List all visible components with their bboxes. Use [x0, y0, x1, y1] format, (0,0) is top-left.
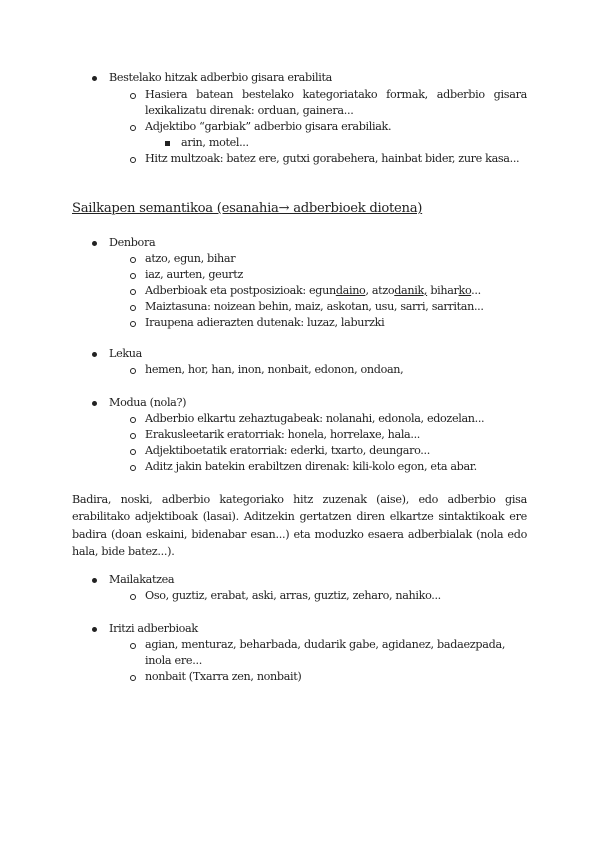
list-item: Hasiera batean bestelako kategoriatako formak, adberbio gisara lexikalizatu direnak: orduan, gainera... — [145, 88, 527, 118]
list-item: atzo, egun, bihar — [145, 252, 236, 265]
bullet — [92, 578, 97, 583]
list-item: iaz, aurten, geurtz — [145, 268, 243, 281]
list-item: Adberbio elkartu zehaztugabeak: nolanahi, edonola, edozelan... — [145, 412, 485, 425]
text-run: bihar — [427, 284, 459, 297]
sub-bullet — [130, 675, 136, 681]
sub-bullet — [130, 157, 136, 163]
list-item: Bestelako hitzak adberbio gisara erabilita — [109, 71, 332, 84]
sub-bullet — [130, 305, 136, 311]
list-item: Adjektibo “garbiak” adberbio gisara erabiliak. — [145, 120, 392, 133]
sub-bullet — [130, 449, 136, 455]
bullet — [92, 76, 97, 81]
list-item: Iritzi adberbioak — [109, 622, 198, 635]
sub-bullet — [130, 93, 136, 99]
list-item: arin, motel... — [181, 136, 249, 149]
sub-bullet — [130, 433, 136, 439]
bullet — [92, 241, 97, 246]
body-paragraph: Badira, noski, adberbio kategoriako hitz zuzenak (aise), edo adberbio gisa erabilitako adjektiboak (lasai). Aditzekin gertatzen diren elkartze sintaktikoak ere badira (doan eskaini, bidenabar esan...) eta moduzko esaera adberbialak (nola edo hala, bide batez...). — [72, 493, 527, 558]
sub-bullet — [130, 257, 136, 263]
sub-bullet — [130, 289, 136, 295]
list-item: Denbora — [109, 236, 156, 249]
list-item — [145, 283, 481, 299]
list-item: Hitz multzoak: batez ere, gutxi gorabehera, hainbat bider, zure kasa... — [145, 152, 520, 165]
sub-bullet — [130, 125, 136, 131]
list-item: Lekua — [109, 347, 142, 360]
sub-bullet — [130, 417, 136, 423]
text-run: , atzo — [365, 284, 395, 297]
list-item: agian, menturaz, beharbada, dudarik gabe, agidanez, badaezpada, inola ere... — [145, 638, 506, 668]
sub-bullet — [130, 273, 136, 279]
list-item: Adjektiboetatik eratorriak: ederki, txarto, deungaro... — [145, 444, 430, 457]
square-bullet — [165, 141, 170, 146]
sub-bullet — [130, 321, 136, 327]
text-run: ... — [471, 284, 481, 297]
bullet — [92, 627, 97, 632]
bullet — [92, 401, 97, 406]
bullet — [92, 352, 97, 357]
sub-bullet — [130, 643, 136, 649]
underlined-suffix: daino — [335, 284, 366, 297]
list-item: Erakusleetarik eratorriak: honela, horrelaxe, hala... — [145, 428, 420, 441]
sub-bullet — [130, 465, 136, 471]
list-item: Mailakatzea — [109, 573, 175, 586]
sub-bullet — [130, 368, 136, 374]
section-heading: Sailkapen semantikoa (esanahia→ adberbioek diotena) — [72, 201, 423, 216]
list-item: Iraupena adierazten dutenak: luzaz, laburzki — [145, 316, 385, 329]
list-item: Oso, guztiz, erabat, aski, arras, guztiz, zeharo, nahiko... — [145, 589, 441, 602]
underlined-suffix: danik, — [394, 284, 428, 297]
list-item: Aditz jakin batekin erabiltzen direnak: kili-kolo egon, eta abar. — [145, 460, 477, 473]
list-item: Maiztasuna: noizean behin, maiz, askotan, usu, sarri, sarritan... — [145, 300, 484, 313]
underlined-suffix: ko — [458, 284, 472, 297]
text-run: Adberbioak eta postposizioak: egun — [145, 284, 336, 297]
list-item: nonbait (Txarra zen, nonbait) — [145, 670, 302, 683]
list-item: hemen, hor, han, inon, nonbait, edonon, ondoan, — [145, 363, 404, 376]
list-item: Modua (nola?) — [109, 396, 187, 409]
sub-bullet — [130, 594, 136, 600]
